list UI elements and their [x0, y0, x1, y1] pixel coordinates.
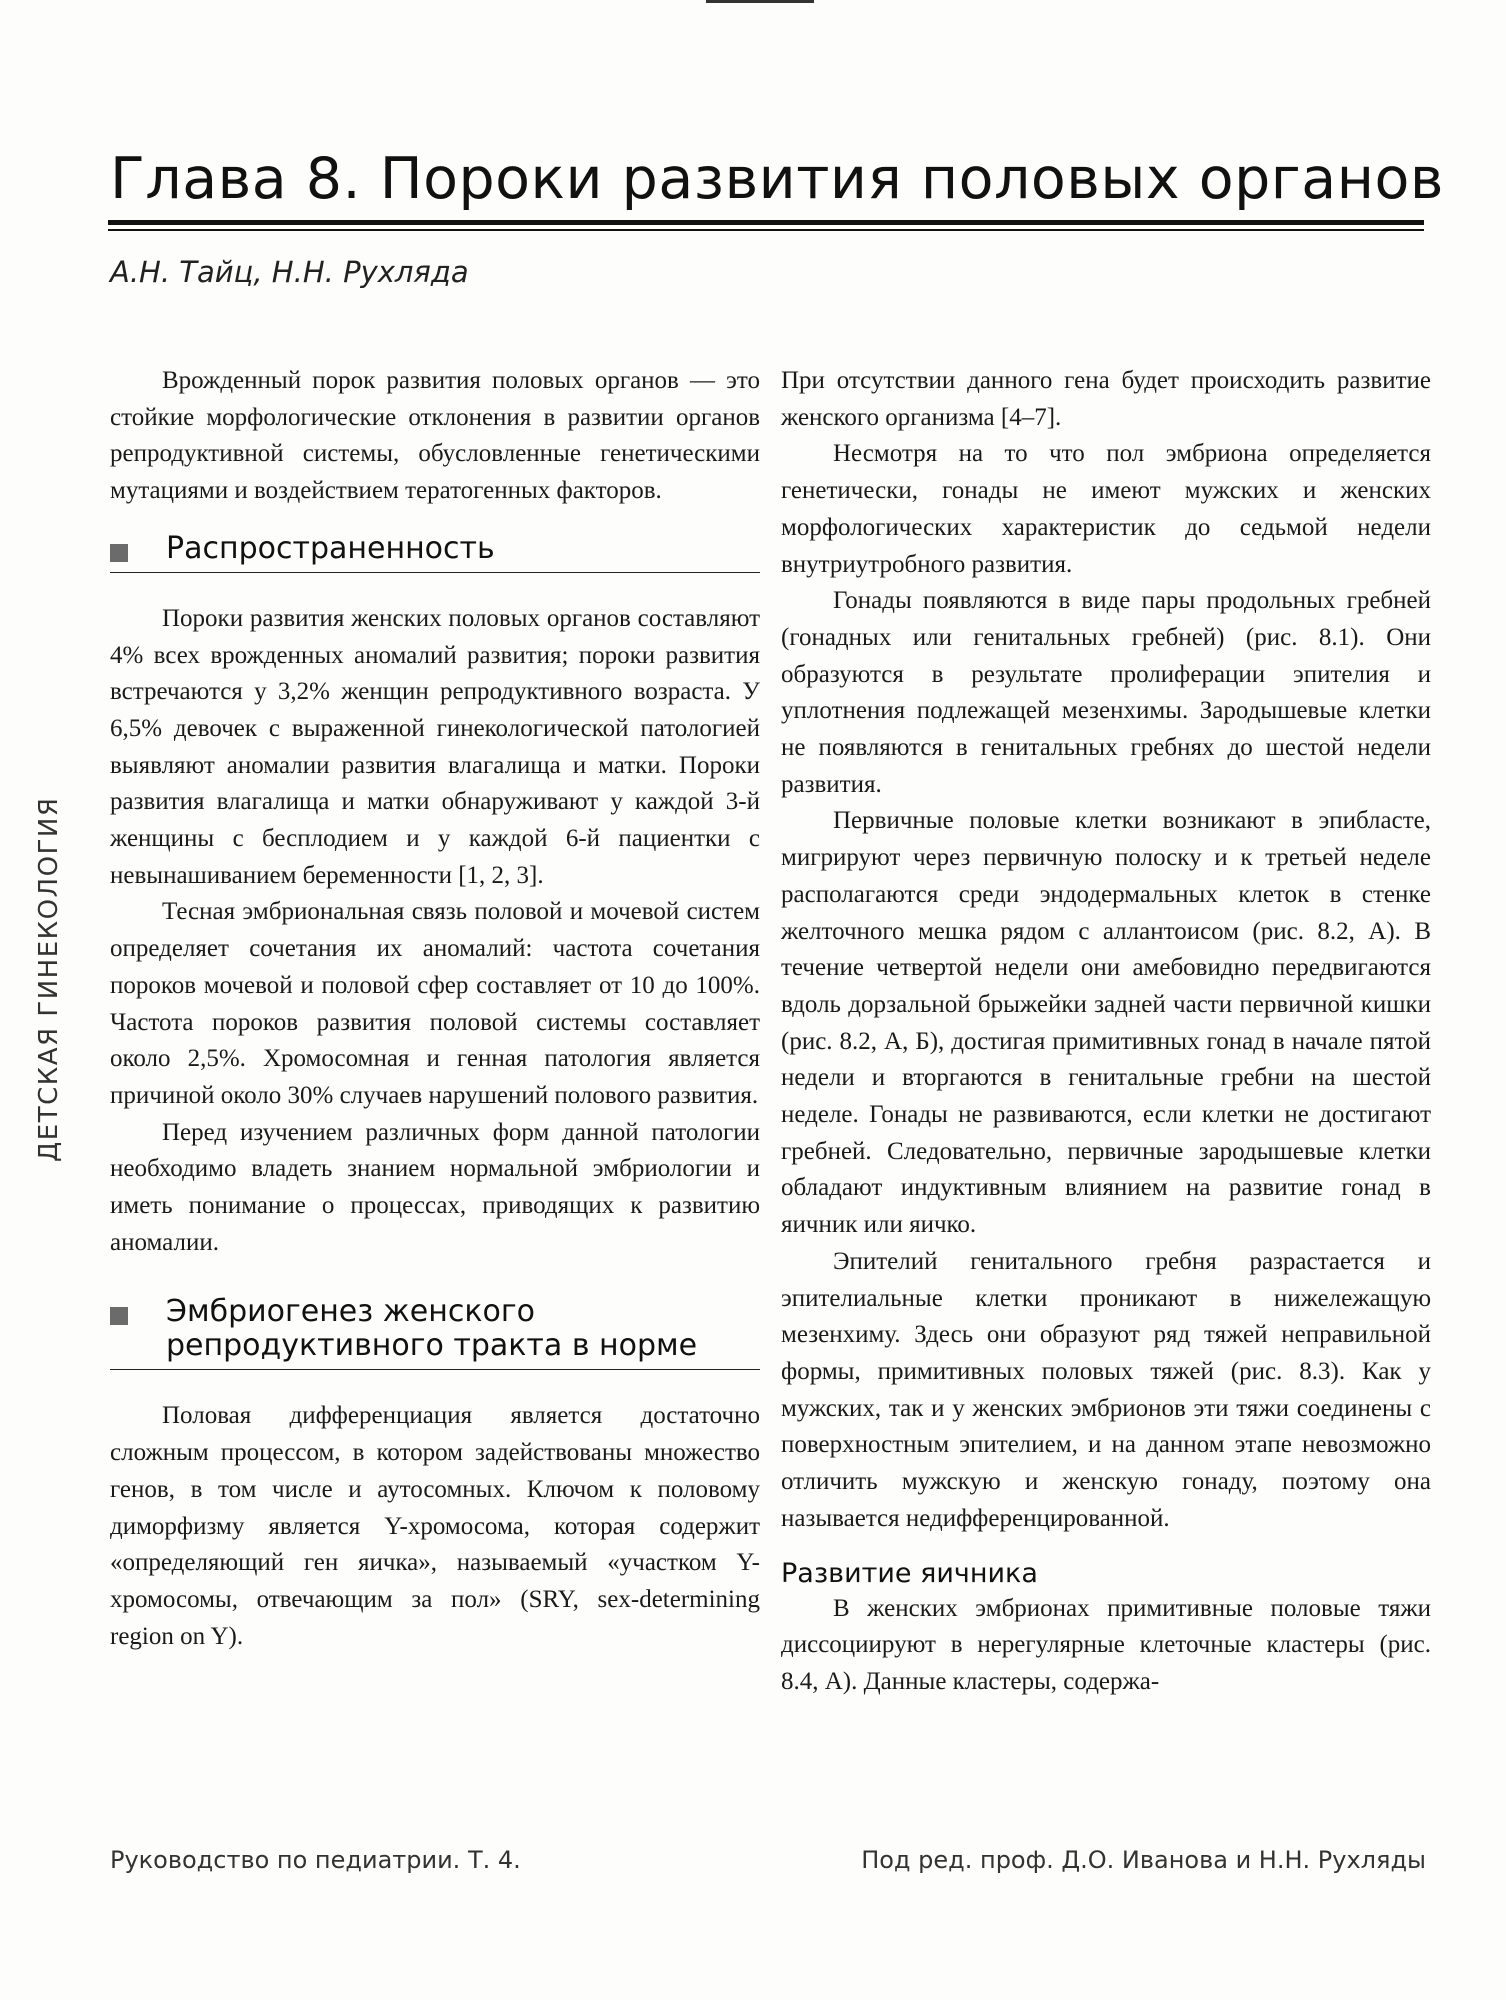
left-column — [110, 363, 760, 1655]
paragraph: Первичные половые клетки возникают в эпибласте, мигрируют через первичную полоску и к третьей неделе располагаются среди эндодермальных клеток в стенке желточного мешка рядом с аллантоисом (рис. 8.2, А). В течение четвертой недели они амебовидно передвигаются вдоль дорзальной брыжейки задней части первичной кишки (рис. 8.2, А, Б), достигая примитивных гонад в начале пятой недели и вторгаются в генитальные гребни на шестой неделе. Гонады не развиваются, если клетки не достигают гребней. Следовательно, первичные зародышевые клетки обладают индуктивным влиянием на развитие гонад в яичник или яичко. — [781, 807, 1431, 1239]
subheading-ovary-development: Развитие яичника — [781, 1557, 1038, 1589]
section-heading-text: Распространенность — [166, 530, 495, 566]
paragraph: Эпителий генитального гребня разрастается и эпителиальные клетки проникают в нижележащую мезенхиму. Здесь они образуют ряд тяжей неправильной формы, примитивных половых тяжей (рис. 8.3). Как у мужских, так и у женских эмбрионов эти тяжи соединены с поверхностным эпителием, и на данном этапе невозможно отличить мужскую и женскую гонаду, поэтому она называется недифференцированной. — [781, 1247, 1431, 1532]
paragraph: Несмотря на то что пол эмбриона определяется генетически, гонады не имеют мужских и женских морфологических характеристик до седьмой недели внутриутробного развития. — [781, 440, 1431, 578]
section-heading-embryogenesis — [110, 1295, 760, 1370]
paragraph: Половая дифференциация является достаточно сложным процессом, в котором задействованы множество генов, в том числе и аутосомных. Ключом к половому диморфизму является Y-хромосома, которая содержит «определяющий ген яичка», называемый «участком Y-хромосомы, отвечающим за пол» (SRY, sex-determining region on Y). — [110, 1402, 760, 1650]
paragraph: Пороки развития женских половых органов составляют 4% всех врожденных аномалий развития; пороки развития встречаются у 3,2% женщин репродуктивного возраста. У 6,5% девочек с выраженной гинекологической патологией выявляют аномалии развития влагалища и матки. Пороки развития влагалища и матки обнаруживают у каждой 3-й женщины с бесплодием и у каждой 6-й пациентки с невынашиванием беременности [1, 2, 3]. — [110, 604, 760, 889]
paragraph-continued: При отсутствии данного гена будет происходить развитие женского организма [4–7]. — [781, 367, 1431, 431]
intro-paragraph: Врожденный порок развития половых органов — это стойкие морфологические отклонения в развитии органов репродуктивной системы, обусловленные генетическими мутациями и воздействием тератогенных факторов. — [110, 367, 760, 505]
section-heading-text-line1: Эмбриогенез женского — [166, 1294, 535, 1330]
chapter-authors: А.Н. Тайц, Н.Н. Рухляда — [110, 255, 469, 289]
section-heading-text-line2: репродуктивного тракта в норме — [166, 1328, 698, 1364]
paragraph: Гонады появляются в виде пары продольных гребней (гонадных или генитальных гребней) (рис. 8.1). Они образуются в результате пролиферации эпителия и уплотнения подлежащей мезенхимы. Зародышевые клетки не появляются в генитальных гребнях до шестой недели развития. — [781, 587, 1431, 798]
footer-editors: Под ред. проф. Д.О. Иванова и Н.Н. Рухляды — [861, 1846, 1426, 1874]
footer-book-title: Руководство по педиатрии. Т. 4. — [110, 1846, 521, 1874]
chapter-title: Глава 8. Пороки развития половых органов — [110, 146, 1444, 212]
side-section-label-text: ДЕТСКАЯ ГИНЕКОЛОГИЯ — [34, 796, 64, 1162]
section-bullet-icon — [110, 1307, 128, 1325]
paragraph: Тесная эмбриональная связь половой и мочевой систем определяет сочетания их аномалий: частота сочетания пороков мочевой и половой сфер составляет от 10 до 100%. Частота пороков развития половой системы составляет около 2,5%. Хромосомная и генная патология является причиной около 30% случаев нарушений полового развития. — [110, 898, 760, 1109]
top-edge-mark — [706, 0, 814, 3]
paragraph: В женских эмбрионах примитивные половые тяжи диссоциируют в нерегулярные клеточные кластеры (рис. 8.4, А). Данные кластеры, содержа- — [781, 1594, 1431, 1695]
paragraph: Перед изучением различных форм данной патологии необходимо владеть знанием нормальной эмбриологии и иметь понимание о процессах, приводящих к развитию аномалии. — [110, 1118, 760, 1256]
section-heading-prevalence — [110, 532, 760, 573]
right-column — [781, 363, 1431, 1701]
title-rule-thick — [108, 220, 1424, 225]
section-bullet-icon — [110, 544, 128, 562]
title-rule-thin — [108, 229, 1424, 231]
